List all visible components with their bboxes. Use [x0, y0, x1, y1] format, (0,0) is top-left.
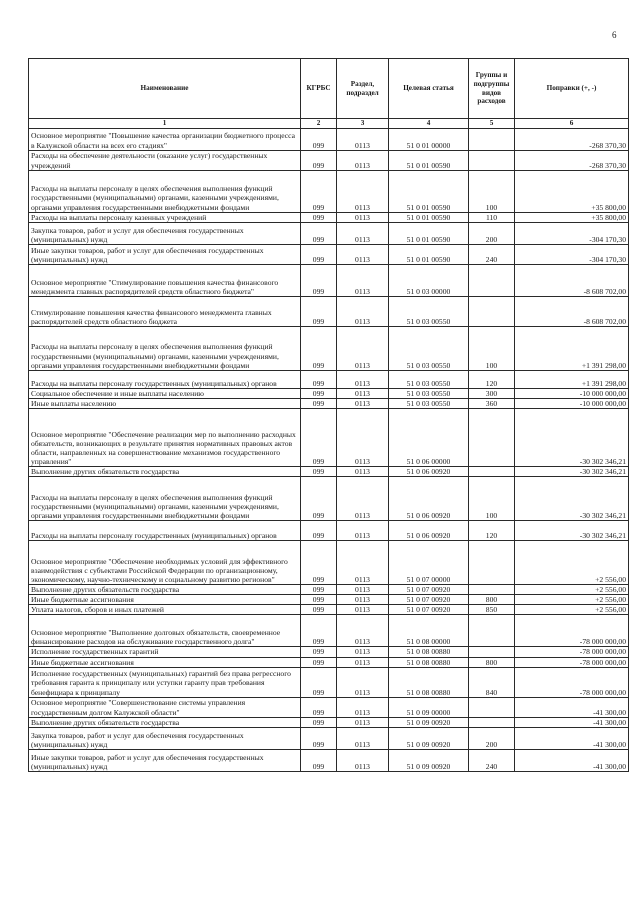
row-amount-cell: +2 556,00	[515, 585, 629, 595]
row-amount-cell: -30 302 346,21	[515, 477, 629, 521]
table-row	[29, 388, 629, 398]
column-number: 1	[29, 119, 301, 129]
row-section-cell: 0113	[337, 370, 389, 388]
table-row	[29, 717, 629, 727]
row-name-cell: Иные бюджетные ассигнования	[29, 595, 301, 605]
column-number: 2	[301, 119, 337, 129]
row-target-cell: 51 0 03 00550	[389, 388, 469, 398]
row-name-cell: Расходы на выплаты персоналу в целях обеспечения выполнения функций государственными (муниципальными) органами, казенными учреждениями, органами управления государственными внебюджетными фондами	[29, 326, 301, 370]
row-amount-cell: -78 000 000,00	[515, 647, 629, 657]
row-section-cell: 0113	[337, 150, 389, 170]
row-group-cell	[469, 296, 515, 326]
row-kgrbs-cell: 099	[301, 398, 337, 408]
table-row	[29, 615, 629, 647]
row-kgrbs-cell: 099	[301, 615, 337, 647]
row-group-cell: 300	[469, 388, 515, 398]
row-target-cell: 51 0 06 00920	[389, 466, 469, 476]
row-kgrbs-cell: 099	[301, 244, 337, 264]
row-target-cell: 51 0 03 00550	[389, 398, 469, 408]
row-name-cell: Уплата налогов, сборов и иных платежей	[29, 605, 301, 615]
row-name-cell: Расходы на выплаты персоналу казенных учреждений	[29, 212, 301, 222]
row-section-cell: 0113	[337, 585, 389, 595]
row-kgrbs-cell: 099	[301, 212, 337, 222]
row-amount-cell: +2 556,00	[515, 595, 629, 605]
row-kgrbs-cell: 099	[301, 150, 337, 170]
row-group-cell	[469, 128, 515, 150]
row-target-cell: 51 0 01 00590	[389, 244, 469, 264]
row-amount-cell: -8 608 702,00	[515, 296, 629, 326]
table-row	[29, 244, 629, 264]
row-kgrbs-cell: 099	[301, 222, 337, 244]
row-kgrbs-cell: 099	[301, 477, 337, 521]
table-row	[29, 212, 629, 222]
row-amount-cell: -30 302 346,21	[515, 408, 629, 466]
row-section-cell: 0113	[337, 408, 389, 466]
table-row	[29, 296, 629, 326]
row-target-cell: 51 0 09 00920	[389, 727, 469, 749]
row-group-cell	[469, 408, 515, 466]
row-name-cell: Основное мероприятие "Совершенствование системы управления государственным долгом Калужской области"	[29, 697, 301, 717]
row-section-cell: 0113	[337, 749, 389, 771]
row-section-cell: 0113	[337, 128, 389, 150]
table-row	[29, 541, 629, 585]
table-row	[29, 370, 629, 388]
row-name-cell: Иные закупки товаров, работ и услуг для обеспечения государственных (муниципальных) нужд	[29, 244, 301, 264]
column-number-row	[29, 119, 629, 129]
row-kgrbs-cell: 099	[301, 128, 337, 150]
row-section-cell: 0113	[337, 170, 389, 212]
row-group-cell: 120	[469, 370, 515, 388]
row-group-cell: 240	[469, 749, 515, 771]
row-target-cell: 51 0 09 00920	[389, 717, 469, 727]
budget-amendments-table	[28, 58, 629, 772]
row-section-cell: 0113	[337, 541, 389, 585]
row-amount-cell: +35 800,00	[515, 170, 629, 212]
table-row	[29, 222, 629, 244]
column-number: 4	[389, 119, 469, 129]
row-amount-cell: -41 300,00	[515, 697, 629, 717]
row-amount-cell: -10 000 000,00	[515, 388, 629, 398]
row-kgrbs-cell: 099	[301, 326, 337, 370]
table-body	[29, 128, 629, 771]
table-row	[29, 466, 629, 476]
row-section-cell: 0113	[337, 326, 389, 370]
row-group-cell	[469, 585, 515, 595]
header-section: Раздел, подраздел	[337, 59, 389, 119]
table-row	[29, 398, 629, 408]
row-name-cell: Расходы на выплаты персоналу государственных (муниципальных) органов	[29, 521, 301, 541]
row-name-cell: Расходы на обеспечение деятельности (оказание услуг) государственных учреждений	[29, 150, 301, 170]
row-kgrbs-cell: 099	[301, 170, 337, 212]
row-target-cell: 51 0 06 00000	[389, 408, 469, 466]
row-target-cell: 51 0 07 00000	[389, 541, 469, 585]
row-amount-cell: -78 000 000,00	[515, 657, 629, 667]
row-name-cell: Иные закупки товаров, работ и услуг для обеспечения государственных (муниципальных) нужд	[29, 749, 301, 771]
row-target-cell: 51 0 03 00550	[389, 326, 469, 370]
row-target-cell: 51 0 08 00880	[389, 647, 469, 657]
row-group-cell: 240	[469, 244, 515, 264]
row-group-cell: 200	[469, 727, 515, 749]
row-kgrbs-cell: 099	[301, 595, 337, 605]
row-target-cell: 51 0 06 00920	[389, 521, 469, 541]
row-target-cell: 51 0 01 00590	[389, 212, 469, 222]
table-row	[29, 521, 629, 541]
row-amount-cell: -304 170,30	[515, 222, 629, 244]
row-name-cell: Выполнение других обязательств государства	[29, 585, 301, 595]
row-amount-cell: +2 556,00	[515, 605, 629, 615]
row-section-cell: 0113	[337, 717, 389, 727]
table-row	[29, 150, 629, 170]
row-group-cell	[469, 541, 515, 585]
table-row	[29, 408, 629, 466]
row-amount-cell: -30 302 346,21	[515, 466, 629, 476]
row-section-cell: 0113	[337, 657, 389, 667]
row-kgrbs-cell: 099	[301, 727, 337, 749]
row-section-cell: 0113	[337, 615, 389, 647]
row-amount-cell: -8 608 702,00	[515, 264, 629, 296]
row-kgrbs-cell: 099	[301, 657, 337, 667]
header-kgrbs: КГРБС	[301, 59, 337, 119]
row-section-cell: 0113	[337, 212, 389, 222]
row-target-cell: 51 0 03 00000	[389, 264, 469, 296]
table-row	[29, 170, 629, 212]
row-amount-cell: +35 800,00	[515, 212, 629, 222]
row-name-cell: Выполнение других обязательств государства	[29, 717, 301, 727]
row-kgrbs-cell: 099	[301, 667, 337, 697]
row-amount-cell: -30 302 346,21	[515, 521, 629, 541]
row-amount-cell: -10 000 000,00	[515, 398, 629, 408]
row-amount-cell: -78 000 000,00	[515, 667, 629, 697]
row-group-cell	[469, 264, 515, 296]
row-name-cell: Иные выплаты населению	[29, 398, 301, 408]
row-kgrbs-cell: 099	[301, 408, 337, 466]
header-amendments: Поправки (+, -)	[515, 59, 629, 119]
row-section-cell: 0113	[337, 388, 389, 398]
table-row	[29, 697, 629, 717]
row-section-cell: 0113	[337, 466, 389, 476]
row-target-cell: 51 0 06 00920	[389, 477, 469, 521]
row-amount-cell: +1 391 298,00	[515, 370, 629, 388]
row-group-cell: 800	[469, 595, 515, 605]
row-name-cell: Исполнение государственных (муниципальных) гарантий без права регрессного требования гаранта к принципалу или уступки гаранту прав требования бенефициара к принципалу	[29, 667, 301, 697]
row-target-cell: 51 0 08 00880	[389, 657, 469, 667]
row-kgrbs-cell: 099	[301, 647, 337, 657]
row-group-cell: 840	[469, 667, 515, 697]
row-target-cell: 51 0 01 00590	[389, 170, 469, 212]
row-section-cell: 0113	[337, 605, 389, 615]
row-amount-cell: +1 391 298,00	[515, 326, 629, 370]
row-name-cell: Расходы на выплаты персоналу государственных (муниципальных) органов	[29, 370, 301, 388]
row-group-cell: 110	[469, 212, 515, 222]
row-amount-cell: -41 300,00	[515, 717, 629, 727]
row-target-cell: 51 0 01 00000	[389, 128, 469, 150]
row-group-cell: 360	[469, 398, 515, 408]
table-row	[29, 585, 629, 595]
row-target-cell: 51 0 08 00880	[389, 667, 469, 697]
row-target-cell: 51 0 09 00920	[389, 749, 469, 771]
row-name-cell: Основное мероприятие "Стимулирование повышения качества финансового менеджмента главных распорядителей средств областного бюджета"	[29, 264, 301, 296]
row-target-cell: 51 0 09 00000	[389, 697, 469, 717]
page-number: 6	[612, 30, 617, 40]
row-name-cell: Исполнение государственных гарантий	[29, 647, 301, 657]
row-section-cell: 0113	[337, 264, 389, 296]
row-kgrbs-cell: 099	[301, 521, 337, 541]
header-row	[29, 59, 629, 119]
row-section-cell: 0113	[337, 222, 389, 244]
row-group-cell	[469, 150, 515, 170]
table-row	[29, 727, 629, 749]
row-section-cell: 0113	[337, 727, 389, 749]
row-kgrbs-cell: 099	[301, 717, 337, 727]
table-row	[29, 749, 629, 771]
row-kgrbs-cell: 099	[301, 541, 337, 585]
row-target-cell: 51 0 01 00590	[389, 222, 469, 244]
row-name-cell: Иные бюджетные ассигнования	[29, 657, 301, 667]
row-name-cell: Расходы на выплаты персоналу в целях обеспечения выполнения функций государственными (муниципальными) органами, казенными учреждениями, органами управления государственными внебюджетными фондами	[29, 170, 301, 212]
row-section-cell: 0113	[337, 296, 389, 326]
row-group-cell	[469, 615, 515, 647]
row-target-cell: 51 0 08 00000	[389, 615, 469, 647]
row-target-cell: 51 0 07 00920	[389, 585, 469, 595]
row-target-cell: 51 0 03 00550	[389, 296, 469, 326]
row-kgrbs-cell: 099	[301, 749, 337, 771]
row-section-cell: 0113	[337, 398, 389, 408]
row-kgrbs-cell: 099	[301, 296, 337, 326]
row-amount-cell: -304 170,30	[515, 244, 629, 264]
header-groups: Группы и подгруппы видов расходов	[469, 59, 515, 119]
row-kgrbs-cell: 099	[301, 605, 337, 615]
row-section-cell: 0113	[337, 647, 389, 657]
row-name-cell: Закупка товаров, работ и услуг для обеспечения государственных (муниципальных) нужд	[29, 727, 301, 749]
row-section-cell: 0113	[337, 477, 389, 521]
row-amount-cell: -41 300,00	[515, 727, 629, 749]
row-group-cell	[469, 717, 515, 727]
row-group-cell: 850	[469, 605, 515, 615]
row-kgrbs-cell: 099	[301, 466, 337, 476]
row-section-cell: 0113	[337, 697, 389, 717]
column-number: 3	[337, 119, 389, 129]
row-name-cell: Основное мероприятие "Обеспечение реализации мер по выполнению расходных обязательств, возникающих в результате принятия нормативных правовых актов области, направленных на совершенствование механизмов государственного управления"	[29, 408, 301, 466]
row-group-cell	[469, 466, 515, 476]
row-name-cell: Расходы на выплаты персоналу в целях обеспечения выполнения функций государственными (муниципальными) органами, казенными учреждениями, органами управления государственными внебюджетными фондами	[29, 477, 301, 521]
column-number: 6	[515, 119, 629, 129]
row-section-cell: 0113	[337, 244, 389, 264]
header-name: Наименование	[29, 59, 301, 119]
column-number: 5	[469, 119, 515, 129]
row-kgrbs-cell: 099	[301, 585, 337, 595]
table-row	[29, 264, 629, 296]
row-name-cell: Основное мероприятие "Обеспечение необходимых условий для эффективного взаимодействия с субъектами Российской Федерации по организационному, экономическому, научно-техническому и социальному развитию регионов"	[29, 541, 301, 585]
row-name-cell: Закупка товаров, работ и услуг для обеспечения государственных (муниципальных) нужд	[29, 222, 301, 244]
row-name-cell: Основное мероприятие "Выполнение долговых обязательств, своевременное финансирование расходов на обслуживание государственного долга"	[29, 615, 301, 647]
table-row	[29, 326, 629, 370]
row-group-cell	[469, 647, 515, 657]
row-target-cell: 51 0 03 00550	[389, 370, 469, 388]
row-group-cell: 120	[469, 521, 515, 541]
row-amount-cell: -268 370,30	[515, 128, 629, 150]
row-target-cell: 51 0 07 00920	[389, 595, 469, 605]
row-group-cell: 100	[469, 170, 515, 212]
row-group-cell: 100	[469, 477, 515, 521]
row-kgrbs-cell: 099	[301, 697, 337, 717]
table-row	[29, 595, 629, 605]
table-row	[29, 128, 629, 150]
row-name-cell: Социальное обеспечение и иные выплаты населению	[29, 388, 301, 398]
row-name-cell: Выполнение других обязательств государства	[29, 466, 301, 476]
row-target-cell: 51 0 07 00920	[389, 605, 469, 615]
row-amount-cell: -78 000 000,00	[515, 615, 629, 647]
header-target: Целевая статья	[389, 59, 469, 119]
row-kgrbs-cell: 099	[301, 370, 337, 388]
row-section-cell: 0113	[337, 667, 389, 697]
row-amount-cell: -41 300,00	[515, 749, 629, 771]
row-amount-cell: -268 370,30	[515, 150, 629, 170]
row-amount-cell: +2 556,00	[515, 541, 629, 585]
row-group-cell	[469, 697, 515, 717]
table-row	[29, 605, 629, 615]
table-row	[29, 477, 629, 521]
row-kgrbs-cell: 099	[301, 264, 337, 296]
table-row	[29, 647, 629, 657]
row-section-cell: 0113	[337, 521, 389, 541]
row-name-cell: Основное мероприятие "Повышение качества организации бюджетного процесса в Калужской области на всех его стадиях"	[29, 128, 301, 150]
row-group-cell: 200	[469, 222, 515, 244]
table-row	[29, 667, 629, 697]
row-group-cell: 800	[469, 657, 515, 667]
row-section-cell: 0113	[337, 595, 389, 605]
row-name-cell: Стимулирование повышения качества финансового менеджмента главных распорядителей средств областного бюджета	[29, 296, 301, 326]
row-kgrbs-cell: 099	[301, 388, 337, 398]
row-group-cell: 100	[469, 326, 515, 370]
row-target-cell: 51 0 01 00590	[389, 150, 469, 170]
table-row	[29, 657, 629, 667]
